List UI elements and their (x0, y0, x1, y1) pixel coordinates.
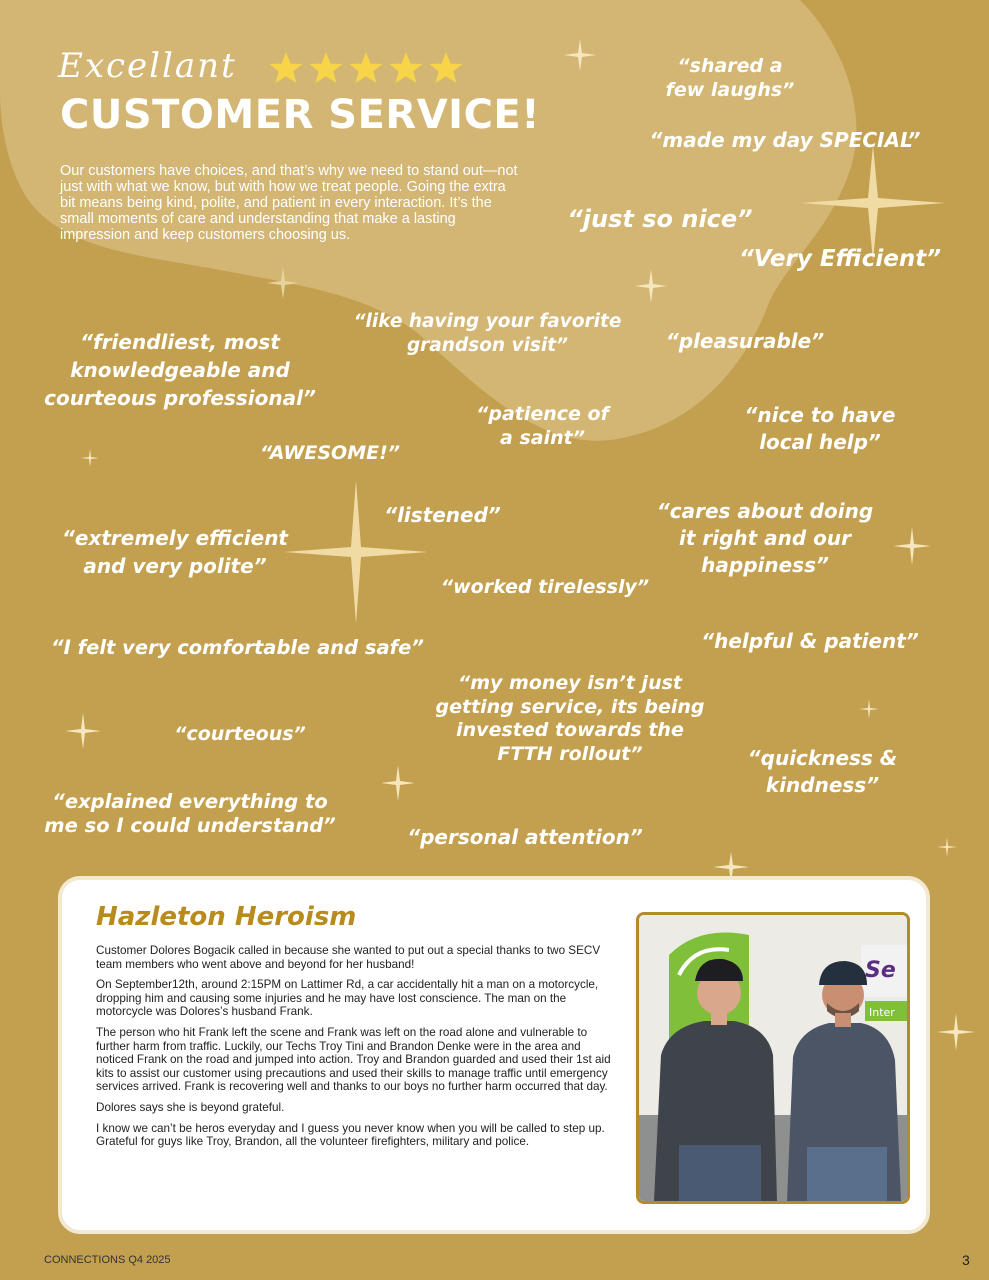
quote: “AWESOME!” (259, 442, 400, 464)
quote: “explained everything to me so I could understand” (44, 790, 336, 837)
quote: “courteous” (174, 723, 306, 745)
quote: “worked tirelessly” (440, 576, 650, 598)
quote: “listened” (384, 503, 501, 527)
star-icon (348, 50, 384, 86)
sparkle-icon (936, 1012, 976, 1052)
sparkle-icon (80, 448, 100, 468)
quote: “shared a few laughs” (665, 55, 795, 101)
quote: “extremely efficient and very polite” (62, 526, 288, 578)
sparkle-icon (380, 764, 416, 802)
quote: “my money isn’t just getting service, its being invested towards the FTTH rollout” (435, 672, 705, 765)
van-text-1: Se (865, 958, 896, 983)
quote: “helpful & patient” (701, 629, 919, 653)
sparkle-icon (892, 526, 932, 566)
photo-illustration (639, 915, 907, 1201)
rating-stars (268, 50, 464, 86)
star-icon (388, 50, 424, 86)
sparkle-icon (936, 836, 958, 858)
quote: “quickness & kindness” (747, 746, 898, 797)
star-icon (268, 50, 304, 86)
sparkle-icon (283, 478, 429, 626)
quote: “pleasurable” (665, 329, 825, 353)
article-body (96, 944, 616, 1156)
quote: “I felt very comfortable and safe” (51, 636, 424, 659)
quote: “nice to have local help” (744, 403, 896, 454)
footer-publication: CONNECTIONS Q4 2025 (44, 1254, 171, 1266)
van-text-2: Inter (869, 1006, 895, 1019)
quote: “friendliest, most knowledgeable and courteous professional” (44, 330, 316, 410)
article-card (58, 876, 930, 1234)
article-title: Hazleton Heroism (96, 902, 357, 932)
quote: “like having your favorite grandson visit” (353, 311, 622, 356)
sparkle-icon (64, 712, 102, 750)
intro-paragraph: Our customers have choices, and that’s why we need to stand out—not just with what we know, but with how we treat people. Going the extra bit means being kind, polite, and patient in every interaction. It’s the small moments of care and understanding that make a lasting impression and keep customers choosing us. (60, 163, 518, 243)
script-title: Excellant (58, 46, 237, 86)
quote: “Very Efficient” (738, 246, 942, 272)
technicians-photo (636, 912, 910, 1204)
sparkle-icon (266, 266, 300, 300)
star-icon (428, 50, 464, 86)
article-paragraph: Customer Dolores Bogacik called in because she wanted to put out a special thanks to two SECV team members who went above and beyond for her husband! (96, 944, 601, 971)
quote: “patience of a saint” (476, 403, 609, 449)
page-number: 3 (962, 1252, 970, 1268)
page-title: CUSTOMER SERVICE! (60, 92, 540, 138)
quote: “personal attention” (407, 825, 643, 849)
quote: “cares about doing it right and our happiness” (656, 499, 874, 577)
sparkle-icon (800, 143, 946, 263)
article-paragraph: The person who hit Frank left the scene and Frank was left on the road alone and vulnerable to further harm from traffic. Luckily, our Techs Troy Tini and Brandon Denke were in the area and noticed Frank on the road and jumped into action. Troy and Brandon guarded and used their 1st aid kits to assist our customer using precautions and used their skills to manage traffic until emergency services arrived. Frank is recovering well and thanks to our boys no further harm occurred that day. (96, 1025, 611, 1094)
quote: “made my day SPECIAL” (649, 128, 921, 152)
sparkle-icon (634, 268, 668, 304)
star-icon (308, 50, 344, 86)
sparkle-icon (858, 698, 880, 720)
sparkle-icon (563, 38, 597, 72)
article-paragraph: I know we can’t be heros everyday and I guess you never know when you will be called to step up. Grateful for guys like Troy, Brandon, all the volunteer firefighters, military and police. (96, 1121, 605, 1149)
article-paragraph: On September12th, around 2:15PM on Lattimer Rd, a car accidentally hit a man on a motorcycle, dropping him and causing some injuries and he may have lost conscience. The man on the motorcycle was Dolores’s husband Frank. (96, 978, 599, 1019)
article-paragraph: Dolores says she is beyond grateful. (96, 1100, 285, 1114)
quote: “just so nice” (567, 205, 753, 233)
